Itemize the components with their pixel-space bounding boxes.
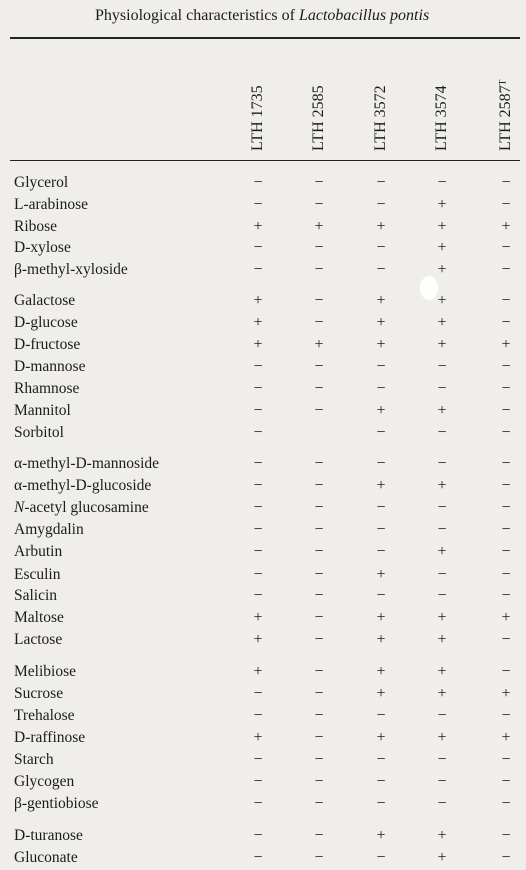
table-row: [0, 238, 526, 260]
result-cell: −: [314, 849, 324, 866]
result-cell: −: [253, 849, 263, 866]
result-cell: −: [501, 773, 511, 790]
result-cell: −: [376, 773, 386, 790]
result-cell: +: [314, 218, 324, 235]
column-header-label: LTH 3574: [433, 85, 450, 151]
result-cell: +: [501, 729, 511, 746]
table-row: [0, 217, 526, 239]
result-cell: +: [437, 827, 447, 844]
result-cell: +: [253, 292, 263, 309]
result-cell: +: [376, 609, 386, 626]
result-cell: −: [376, 751, 386, 768]
table-row: [0, 476, 526, 498]
row-label: α-methyl-D-mannoside: [14, 455, 160, 472]
table-title: [95, 7, 520, 25]
result-cell: −: [253, 477, 263, 494]
row-label: Arbutin: [14, 543, 63, 560]
table-row: [0, 608, 526, 630]
row-label: D-mannose: [14, 358, 86, 375]
result-cell: −: [437, 424, 447, 441]
result-cell: −: [501, 424, 511, 441]
result-cell: −: [437, 707, 447, 724]
table-row: [0, 586, 526, 608]
row-label: Glycogen: [14, 773, 75, 790]
table-row: [0, 750, 526, 772]
result-cell: +: [376, 292, 386, 309]
result-cell: +: [501, 336, 511, 353]
result-cell: −: [501, 849, 511, 866]
result-cell: +: [376, 314, 386, 331]
result-cell: −: [501, 543, 511, 560]
column-header-label: LTH 2585: [310, 85, 327, 151]
result-cell: −: [376, 239, 386, 256]
row-label: Sorbitol: [14, 424, 64, 441]
row-label: D-glucose: [14, 314, 78, 331]
result-cell: −: [501, 827, 511, 844]
table-row: [0, 706, 526, 728]
result-cell: +: [437, 239, 447, 256]
result-cell: −: [314, 707, 324, 724]
result-cell: −: [314, 261, 324, 278]
result-cell: +: [437, 314, 447, 331]
table-row: [0, 335, 526, 357]
result-cell: −: [314, 196, 324, 213]
result-cell: −: [314, 402, 324, 419]
table-row: [0, 630, 526, 652]
result-cell: −: [437, 499, 447, 516]
result-cell: +: [253, 314, 263, 331]
result-cell: −: [501, 521, 511, 538]
result-cell: +: [437, 477, 447, 494]
result-cell: −: [314, 631, 324, 648]
result-cell: −: [253, 795, 263, 812]
result-cell: −: [253, 261, 263, 278]
result-cell: +: [376, 218, 386, 235]
result-cell: −: [314, 455, 324, 472]
row-label: Gluconate: [14, 849, 78, 866]
result-cell: +: [253, 663, 263, 680]
column-header: [248, 55, 274, 151]
row-label: Amygdalin: [14, 521, 84, 538]
result-cell: +: [437, 261, 447, 278]
result-cell: +: [376, 477, 386, 494]
title-prefix: Physiological characteristics of: [95, 7, 295, 24]
result-cell: +: [253, 729, 263, 746]
column-header-label: LTH 2587ᵀ: [497, 79, 514, 151]
result-cell: −: [376, 499, 386, 516]
result-cell: −: [437, 358, 447, 375]
table-row: [0, 728, 526, 750]
result-cell: −: [437, 174, 447, 191]
result-cell: +: [437, 663, 447, 680]
result-cell: +: [437, 196, 447, 213]
result-cell: −: [376, 424, 386, 441]
result-cell: −: [314, 477, 324, 494]
result-cell: −: [501, 587, 511, 604]
row-label: D-turanose: [14, 827, 83, 844]
result-cell: −: [253, 707, 263, 724]
result-cell: +: [376, 336, 386, 353]
row-label: β-methyl-xyloside: [14, 261, 128, 278]
row-label: L-arabinose: [14, 196, 89, 213]
result-cell: −: [501, 707, 511, 724]
column-header-label: LTH 3572: [372, 85, 389, 151]
result-cell: −: [253, 239, 263, 256]
result-cell: −: [314, 773, 324, 790]
result-cell: −: [253, 685, 263, 702]
result-cell: −: [501, 455, 511, 472]
result-cell: +: [376, 631, 386, 648]
result-cell: −: [437, 380, 447, 397]
result-cell: −: [501, 174, 511, 191]
result-cell: −: [253, 380, 263, 397]
result-cell: −: [253, 543, 263, 560]
result-cell: −: [501, 196, 511, 213]
result-cell: −: [376, 849, 386, 866]
row-label: Mannitol: [14, 402, 71, 419]
table-row: [0, 195, 526, 217]
row-label: α-methyl-D-glucoside: [14, 477, 152, 494]
paper-blemish: [420, 276, 438, 300]
result-cell: −: [253, 751, 263, 768]
result-cell: −: [253, 566, 263, 583]
result-cell: −: [501, 314, 511, 331]
table-row: [0, 454, 526, 476]
result-cell: −: [314, 587, 324, 604]
result-cell: −: [253, 174, 263, 191]
result-cell: −: [376, 521, 386, 538]
row-label: Glycerol: [14, 174, 69, 191]
table-row: [0, 423, 526, 445]
result-cell: −: [501, 663, 511, 680]
result-cell: −: [376, 261, 386, 278]
result-cell: −: [501, 499, 511, 516]
column-header: [432, 55, 458, 151]
result-cell: −: [376, 795, 386, 812]
result-cell: −: [314, 521, 324, 538]
result-cell: −: [376, 543, 386, 560]
table-row: [0, 794, 526, 816]
result-cell: −: [314, 685, 324, 702]
row-label: Melibiose: [14, 663, 76, 680]
row-label: D-xylose: [14, 239, 71, 256]
result-cell: −: [253, 402, 263, 419]
result-cell: −: [314, 609, 324, 626]
table-row: [0, 401, 526, 423]
row-label: N-acetyl glucosamine: [14, 499, 149, 516]
result-cell: −: [314, 751, 324, 768]
table-row: [0, 520, 526, 542]
table-row: [0, 684, 526, 706]
result-cell: +: [437, 543, 447, 560]
row-label: Sucrose: [14, 685, 64, 702]
table-row: [0, 542, 526, 564]
result-cell: −: [501, 402, 511, 419]
row-label: D-fructose: [14, 336, 81, 353]
result-cell: +: [314, 336, 324, 353]
result-cell: −: [376, 587, 386, 604]
result-cell: +: [437, 336, 447, 353]
row-label: Salicin: [14, 587, 58, 604]
result-cell: +: [376, 685, 386, 702]
result-cell: −: [314, 566, 324, 583]
result-cell: −: [501, 239, 511, 256]
species-name: Lactobacillus pontis: [298, 7, 430, 24]
result-cell: −: [314, 499, 324, 516]
row-label: Trehalose: [14, 707, 75, 724]
result-cell: −: [376, 455, 386, 472]
result-cell: +: [437, 402, 447, 419]
result-cell: −: [501, 358, 511, 375]
result-cell: +: [253, 336, 263, 353]
result-cell: −: [253, 827, 263, 844]
result-cell: +: [376, 663, 386, 680]
result-cell: −: [376, 358, 386, 375]
header-rule: [10, 160, 520, 161]
result-cell: −: [314, 543, 324, 560]
result-cell: −: [501, 477, 511, 494]
result-cell: −: [314, 174, 324, 191]
result-cell: −: [437, 455, 447, 472]
result-cell: −: [253, 358, 263, 375]
result-cell: −: [501, 261, 511, 278]
result-cell: −: [437, 566, 447, 583]
result-cell: −: [501, 751, 511, 768]
result-cell: −: [314, 292, 324, 309]
row-label: Esculin: [14, 566, 61, 583]
result-cell: −: [376, 380, 386, 397]
result-cell: +: [376, 402, 386, 419]
row-label: Rhamnose: [14, 380, 80, 397]
result-cell: −: [314, 314, 324, 331]
result-cell: −: [376, 196, 386, 213]
row-label: D-raffinose: [14, 729, 86, 746]
result-cell: +: [376, 566, 386, 583]
table-row: [0, 498, 526, 520]
table-row: [0, 357, 526, 379]
result-cell: −: [501, 566, 511, 583]
result-cell: −: [376, 707, 386, 724]
result-cell: −: [501, 380, 511, 397]
table-row: [0, 826, 526, 848]
result-cell: −: [501, 292, 511, 309]
result-cell: −: [314, 380, 324, 397]
result-cell: +: [501, 609, 511, 626]
table-row: [0, 662, 526, 684]
result-cell: +: [437, 609, 447, 626]
result-cell: −: [437, 521, 447, 538]
result-cell: −: [253, 773, 263, 790]
result-cell: +: [253, 631, 263, 648]
result-cell: +: [501, 685, 511, 702]
result-cell: −: [501, 631, 511, 648]
result-cell: −: [253, 455, 263, 472]
result-cell: +: [437, 292, 447, 309]
table-row: [0, 772, 526, 794]
table-row: [0, 291, 526, 313]
result-cell: +: [437, 218, 447, 235]
result-cell: −: [437, 587, 447, 604]
result-cell: +: [376, 827, 386, 844]
result-cell: −: [314, 663, 324, 680]
result-cell: −: [253, 521, 263, 538]
result-cell: +: [501, 218, 511, 235]
result-cell: +: [253, 609, 263, 626]
column-header: [371, 55, 397, 151]
row-label: Starch: [14, 751, 54, 768]
result-cell: −: [314, 729, 324, 746]
table-row: [0, 260, 526, 282]
row-label: Lactose: [14, 631, 63, 648]
table-row: [0, 565, 526, 587]
result-cell: −: [437, 773, 447, 790]
row-label: β-gentiobiose: [14, 795, 99, 812]
result-cell: +: [376, 729, 386, 746]
table-row: [0, 313, 526, 335]
row-label: Maltose: [14, 609, 64, 626]
column-header-label: LTH 1735: [249, 85, 266, 151]
result-cell: −: [253, 499, 263, 516]
table-row: [0, 173, 526, 195]
result-cell: −: [253, 196, 263, 213]
result-cell: −: [253, 424, 263, 441]
result-cell: −: [501, 795, 511, 812]
result-cell: −: [314, 239, 324, 256]
column-header: [496, 55, 522, 151]
top-rule: [10, 37, 520, 39]
result-cell: +: [437, 849, 447, 866]
result-cell: +: [253, 218, 263, 235]
result-cell: −: [376, 174, 386, 191]
result-cell: −: [437, 795, 447, 812]
row-label: Ribose: [14, 218, 58, 235]
row-label: Galactose: [14, 292, 76, 309]
result-cell: −: [253, 587, 263, 604]
result-cell: +: [437, 729, 447, 746]
column-header: [309, 55, 335, 151]
result-cell: −: [314, 795, 324, 812]
table-row: [0, 379, 526, 401]
result-cell: −: [314, 358, 324, 375]
result-cell: −: [314, 827, 324, 844]
result-cell: +: [437, 631, 447, 648]
result-cell: +: [437, 685, 447, 702]
result-cell: −: [437, 751, 447, 768]
